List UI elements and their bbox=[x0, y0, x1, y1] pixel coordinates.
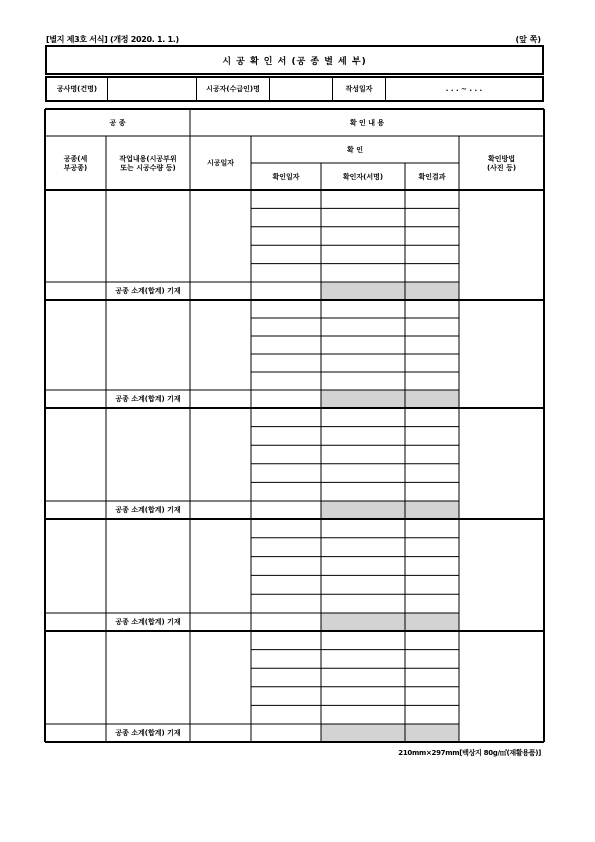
date-label: 작성일자 bbox=[345, 85, 373, 93]
subtotal-label: 공종 소계(합계) 기재 bbox=[115, 618, 181, 626]
header-work-details: 작업내용(시공부위 또는 시공수량 등) bbox=[119, 154, 177, 172]
header-construction-date: 시공일자 bbox=[206, 159, 235, 167]
header-confirmer: 확인자(서명) bbox=[342, 172, 384, 181]
subtotal-label: 공종 소계(합계) 기재 bbox=[115, 506, 181, 514]
header-confirm-date: 확인일자 bbox=[272, 172, 300, 181]
shaded-cell bbox=[321, 282, 459, 300]
shaded-cell bbox=[321, 613, 459, 631]
header-confirmation-content: 확 인 내 용 bbox=[349, 118, 385, 127]
shaded-cell bbox=[321, 390, 459, 408]
document-title: 시 공 확 인 서 (공 종 별 세 부) bbox=[222, 56, 367, 67]
header-confirm-method: 확인방법 (사진 등) bbox=[486, 154, 517, 172]
subtotal-label: 공종 소계(합계) 기재 bbox=[115, 287, 181, 295]
paper-spec-footer: 210mm×297mm[백상지 80g/㎡(재활용품)] bbox=[398, 749, 541, 757]
header-sub-work-type: 공종(세 부공종) bbox=[63, 154, 88, 172]
subtotal-label: 공종 소계(합계) 기재 bbox=[115, 729, 181, 737]
form-reference: [별지 제3호 서식] (개정 2020. 1. 1.) bbox=[46, 35, 179, 44]
date-field[interactable]: . . . ~ . . . bbox=[445, 85, 483, 93]
contractor-label: 시공자(수급인)명 bbox=[206, 85, 260, 93]
header-confirm-group: 확 인 bbox=[347, 145, 363, 154]
project-name-label: 공사명(건명) bbox=[56, 85, 98, 93]
shaded-cell bbox=[321, 501, 459, 519]
page-label: (앞 쪽) bbox=[515, 35, 541, 44]
subtotal-label: 공종 소계(합계) 기재 bbox=[115, 395, 181, 403]
header-confirm-result: 확인결과 bbox=[418, 172, 446, 181]
header-work-type: 공 종 bbox=[109, 118, 126, 127]
shaded-cell bbox=[321, 724, 459, 742]
